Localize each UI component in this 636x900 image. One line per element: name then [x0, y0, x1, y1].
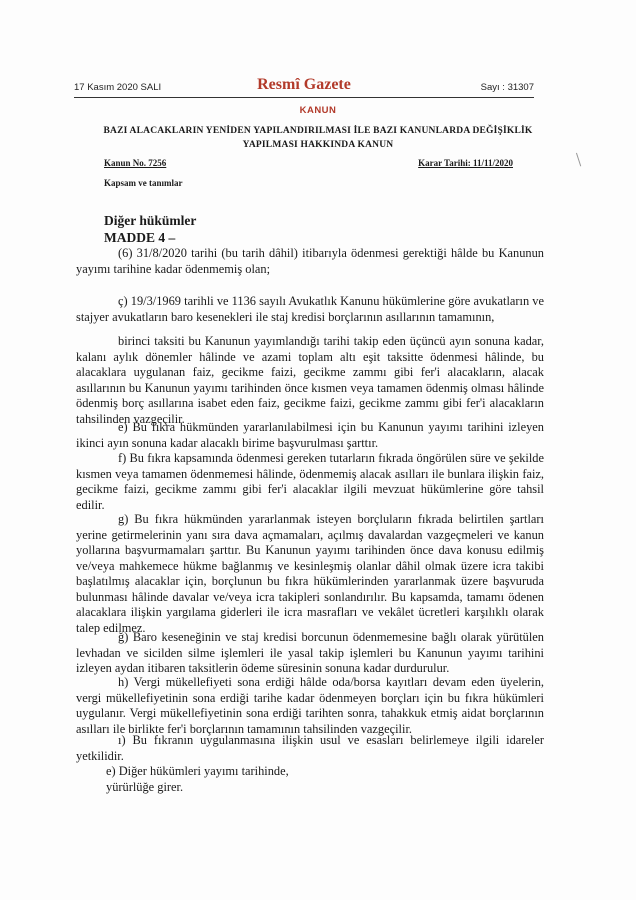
publication-date: 17 Kasım 2020 SALI	[74, 82, 162, 93]
gazette-header	[74, 76, 534, 98]
paragraph-c-cedilla: ç) 19/3/1969 tarihli ve 1136 sayılı Avukatlık Kanunu hükümlerine göre avukatların ve stajyer avukatların baro kesenekleri ile staj kredisi borçlarının asıllarının tamamının,	[76, 294, 544, 324]
document-kind: KANUN	[299, 105, 337, 116]
paragraph-h: h) Vergi mükellefiyeti sona erdiği hâlde oda/borsa kayıtları devam eden üyelerin, vergi mükellefiyetinin sona erdiği tarihe kadar ödenmeyen borçları için bu fıkra hükümleri uygulanır. Vergi mükellefiyetinin sona erdiği tarihten sonra, tahakkuk etmiş aidat borçlarının asılları ile birlikte fer'i borçlarının tamamının tahsilinden vazgeçilir.	[76, 675, 544, 736]
paragraph-dotless-i: ı) Bu fıkranın uygulanmasına ilişkin usul ve esasları belirlemeye ilgili idareler yetkilidir.	[76, 733, 544, 763]
paragraph-g-breve: ğ) Baro keseneğinin ve staj kredisi borcunun ödenmemesine bağlı olarak yürütülen levhadan ve sicilden silme işlemleri ile yasal takip işlemleri bu Kanunun yayımı tarihini izleyen aydan itibaren taksitlerin ödeme süresinin sonuna kadar durdurulur.	[76, 630, 544, 675]
scan-artifact-mark	[576, 152, 585, 167]
paragraph-effective-date: e) Diğer hükümleri yayımı tarihinde,	[106, 764, 289, 778]
paragraph-installment: birinci taksiti bu Kanunun yayımlandığı tarihi takip eden üçüncü ayın sonuna kadar, kalanı aylık dönemler hâlinde ve azami toplam altı eşit taksitte ödenmesi hâlinde, bu alacaklara uygulanan faiz, gecikme faizi, gecikme zammı gibi fer'i alacakların, alacak asıllarının bu Kanunun yayımı tarihinden önce kısmen veya tamamen ödenmiş olması hâlinde ödenmiş borç asıllarına isabet eden faiz, gecikme faizi, gecikme zammı gibi fer'i alacakların tahsilinden vazgeçilir.	[76, 334, 544, 426]
section-heading: Diğer hükümler	[104, 213, 197, 228]
article-heading: MADDE 4 –	[104, 230, 176, 245]
gazette-title: Resmî Gazete	[257, 76, 351, 93]
header-divider	[74, 97, 534, 98]
paragraph-enters-into-force: yürürlüğe girer.	[106, 780, 184, 794]
paragraph-f: f) Bu fıkra kapsamında ödenmesi gereken tutarların fıkrada öngörülen süre ve şekilde kısmen veya tamamen ödenmemesi hâlinde, ödenmemiş alacak asılları ile bunlara ilişkin faiz, gecikme faizi, gecikme zammı gibi fer'i alacaklar ilgili mevzuat hükümlerine göre tahsil edilir.	[76, 451, 544, 512]
paragraph-e: e) Bu fıkra hükmünden yararlanılabilmesi için bu Kanunun yayımı tarihini izleyen ikinci ayın sonuna kadar alacaklı birime başvurulması şarttır.	[76, 420, 544, 450]
paragraph-g: g) Bu fıkra hükmünden yararlanmak isteyen borçluların fıkrada belirtilen şartları yerine getirmelerinin yanı sıra dava açmamaları, açılmış davalardan vazgeçmeleri ve kanun yollarına başvurmamaları şarttır. Bu Kanunun yayımı tarihinden önce dava konusu edilmiş ve/veya mahkemece hükme bağlanmış ve kesinleşmiş olanlar dâhil olmak üzere icra takibi başlatılmış alacaklar için, borçlunun bu fıkra hükümlerinden yararlanmak üzere başvuruda bulunması hâlinde davalar ve/veya icra takipleri sonlandırılır. Bu kapsamda, tamamı ödenen alacaklara ilişkin yargılama giderleri ile icra masrafları ve vekâlet ücretleri karşılıklı olarak talep edilmez.	[76, 512, 544, 635]
scope-heading: Kapsam ve tanımlar	[104, 178, 183, 188]
law-title: BAZI ALACAKLARIN YENİDEN YAPILANDIRILMASI İLE BAZI KANUNLARDA DEĞİŞİKLİK YAPILMASI HAKKINDA KANUN	[103, 126, 533, 150]
issue-number: Sayı : 31307	[480, 82, 534, 93]
law-number: Kanun No. 7256	[104, 158, 167, 168]
decision-date: Karar Tarihi: 11/11/2020	[418, 158, 513, 168]
paragraph-6: (6) 31/8/2020 tarihi (bu tarih dâhil) itibarıyla ödenmesi gerektiği hâlde bu Kanunun yayımı tarihine kadar ödenmemiş olan;	[76, 246, 544, 276]
